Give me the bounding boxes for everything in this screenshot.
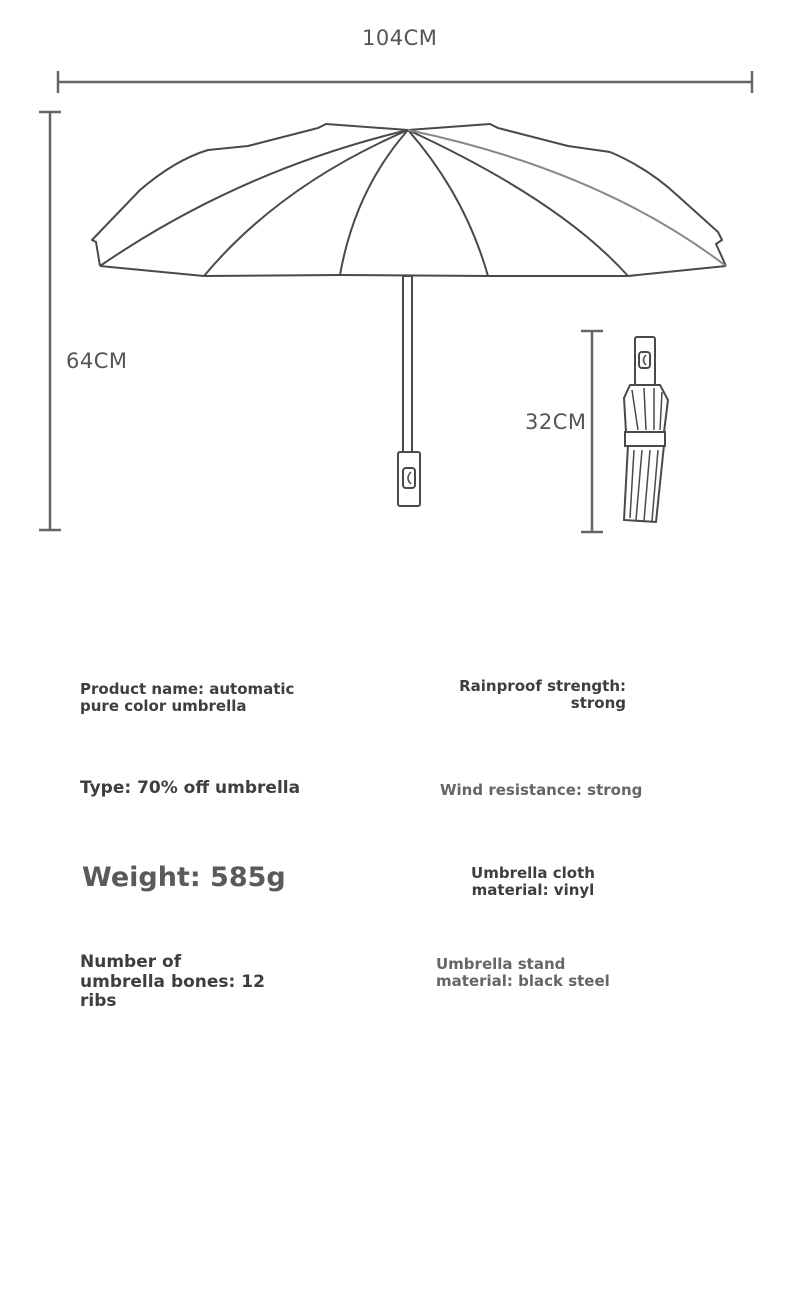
umbrella-shaft-and-handle [398,276,420,506]
height-dimension-line [39,112,61,530]
folded-umbrella [624,337,668,522]
spec-rainproof: Rainproof strength: strong [459,677,626,713]
spec-type: Type: 70% off umbrella [80,778,301,798]
spec-cloth: Umbrella cloth material: vinyl [471,864,595,900]
spec-product-name: Product name: automatic pure color umbrella [80,680,295,716]
spec-weight: Weight: 585g [82,862,286,893]
height-label: 64CM [66,349,128,373]
spec-stand: Umbrella stand material: black steel [436,955,610,991]
umbrella-diagram [0,0,790,560]
width-label: 104CM [362,26,438,50]
spec-wind: Wind resistance: strong [440,781,643,799]
open-umbrella-canopy [92,124,726,276]
folded-length-label: 32CM [525,410,587,434]
spec-bones: Number of umbrella bones: 12 ribs [80,952,265,1012]
width-dimension-line [58,71,752,93]
